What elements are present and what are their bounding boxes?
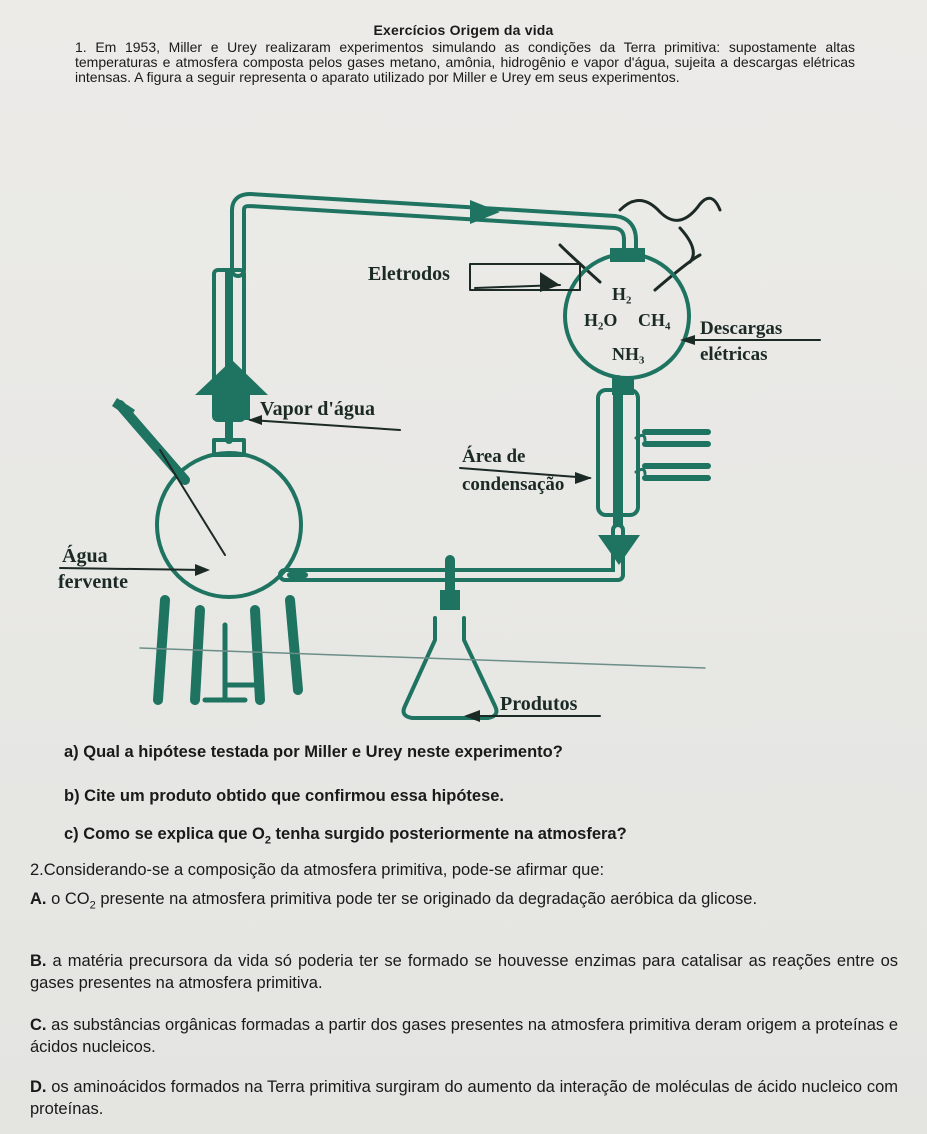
label-eletrodos: Eletrodos xyxy=(368,263,450,285)
label-eletricas: elétricas xyxy=(700,344,768,365)
option-c: C. as substâncias orgânicas formadas a partir dos gases presentes na atmosfera primitiva deram origem a proteínas e ácidos nucleicos. xyxy=(30,1016,898,1056)
arrow-down-condensation xyxy=(598,535,640,565)
label-nh3: NH₃ xyxy=(612,344,645,364)
label-condensacao: condensação xyxy=(462,474,565,495)
label-agua: Água xyxy=(62,545,108,567)
question-2-prompt: 2.Considerando-se a composição da atmosfera primitiva, pode-se afirmar que: xyxy=(30,861,605,879)
label-descargas: Descargas xyxy=(700,318,783,339)
question-1c: c) Como se explica que $O_2$ tenha surgido posteriormente na atmosfera? xyxy=(64,825,627,847)
label-vapor: Vapor d'água xyxy=(260,398,376,420)
label-fervente: fervente xyxy=(58,571,128,593)
question-1b: b) Cite um produto obtido que confirmou essa hipótese. xyxy=(64,787,505,805)
label-ch4: CH₄ xyxy=(638,310,671,330)
label-area: Área de xyxy=(462,446,526,467)
burner xyxy=(205,625,255,700)
products-flask xyxy=(404,618,497,718)
question-1-intro: 1. Em 1953, Miller e Urey realizaram experimentos simulando as condições da Terra primitiva: supostamente altas temperaturas e atmosfera composta pelos gases metano, amônia, hidrogênio e vapor d'água, sujeita a descargas elétricas intensas. A figura a seguir representa o aparato utilizado por Miller e Urey em seus experimentos. xyxy=(75,39,855,85)
electrode-wire-right xyxy=(655,255,700,290)
label-h2o: H₂O xyxy=(584,310,618,330)
option-d: D. os aminoácidos formados na Terra primitiva surgiram do aumento da interação de moléculas de ácido nucleico com proteínas. xyxy=(30,1078,898,1118)
option-b: B. a matéria precursora da vida só poderia ter se formado se houvesse enzimas para catalisar as reações entre os gases presentes na atmosfera primitiva. xyxy=(30,952,898,992)
arrow-up-vapor xyxy=(195,360,268,420)
question-1a: a) Qual a hipótese testada por Miller e Urey neste experimento? xyxy=(64,743,563,761)
label-h2: H₂ xyxy=(612,284,632,304)
label-produtos: Produtos xyxy=(500,693,578,715)
page-title: Exercícios Origem da vida xyxy=(373,22,554,38)
option-a: A. o $CO_2$ presente na atmosfera primitiva pode ter se originado da degradação aeróbica da glicose. xyxy=(30,890,758,912)
